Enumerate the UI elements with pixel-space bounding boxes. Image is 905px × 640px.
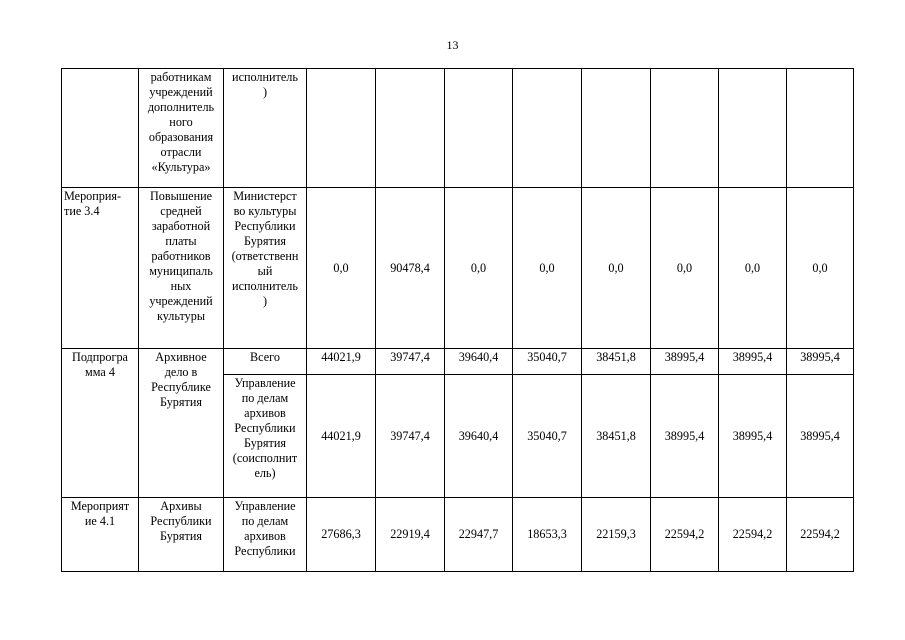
value-cell: 22594,2 [651,498,719,572]
value-cell: 39640,4 [445,375,513,498]
value-cell: 38995,4 [651,375,719,498]
value-cell: 0,0 [719,188,787,349]
row-name-cell: Повышение средней заработной платы работников муниципаль ных учреждений культуры [139,188,224,349]
row-name-cell: Архивное дело в Республике Бурятия [139,349,224,498]
value-cell: 38995,4 [719,349,787,375]
value-cell: 35040,7 [513,375,582,498]
value-cell: 22594,2 [719,498,787,572]
value-cell: 18653,3 [513,498,582,572]
table-row [62,498,854,572]
value-cell [445,69,513,188]
table-row [62,349,854,375]
value-cell: 0,0 [651,188,719,349]
value-cell: 22594,2 [787,498,854,572]
table-row [62,188,854,349]
row-code-cell: Подпрогра мма 4 [62,349,139,498]
value-cell: 39640,4 [445,349,513,375]
value-cell: 27686,3 [307,498,376,572]
value-cell [376,69,445,188]
value-cell: 38995,4 [651,349,719,375]
row-executor-cell: Всего [224,349,307,375]
value-cell: 44021,9 [307,349,376,375]
row-executor-cell: Управление по делам архивов Республики Бурятия (соисполнит ель) [224,375,307,498]
value-cell [307,69,376,188]
value-cell [651,69,719,188]
row-code-cell: Мероприя- тие 3.4 [62,188,139,349]
value-cell [787,69,854,188]
table-row [62,69,854,188]
value-cell: 0,0 [445,188,513,349]
budget-table [61,68,854,572]
value-cell: 0,0 [582,188,651,349]
row-executor-cell: исполнитель ) [224,69,307,188]
row-code-cell: Мероприят ие 4.1 [62,498,139,572]
value-cell: 38451,8 [582,349,651,375]
value-cell: 38995,4 [719,375,787,498]
value-cell: 0,0 [307,188,376,349]
row-name-cell: работникам учреждений дополнитель ного образования отрасли «Культура» [139,69,224,188]
value-cell [582,69,651,188]
value-cell: 38995,4 [787,375,854,498]
value-cell: 35040,7 [513,349,582,375]
value-cell: 38451,8 [582,375,651,498]
row-executor-cell: Министерст во культуры Республики Бурятия (ответственн ый исполнитель ) [224,188,307,349]
value-cell: 0,0 [513,188,582,349]
value-cell: 22159,3 [582,498,651,572]
value-cell: 0,0 [787,188,854,349]
value-cell: 44021,9 [307,375,376,498]
row-executor-cell: Управление по делам архивов Республики [224,498,307,572]
row-code-cell [62,69,139,188]
row-name-cell: Архивы Республики Бурятия [139,498,224,572]
value-cell [719,69,787,188]
value-cell: 38995,4 [787,349,854,375]
value-cell: 22919,4 [376,498,445,572]
value-cell: 39747,4 [376,375,445,498]
value-cell: 39747,4 [376,349,445,375]
page-number: 13 [446,38,459,52]
value-cell: 90478,4 [376,188,445,349]
value-cell [513,69,582,188]
value-cell: 22947,7 [445,498,513,572]
